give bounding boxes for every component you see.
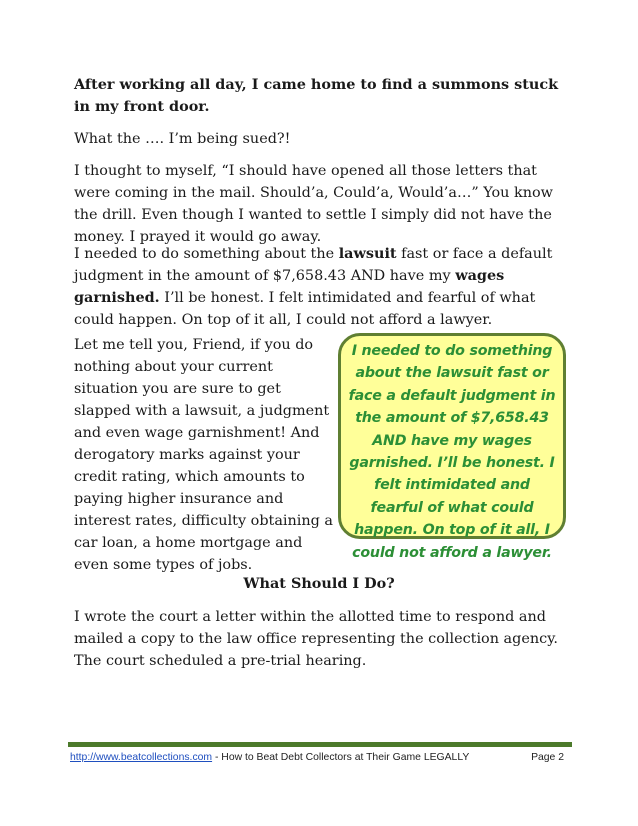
pull-quote-callout: I needed to do something about the lawsuit fast or face a default judgment in the amount of $7,658.43 AND have my wages garnished. I’ll be honest. I felt intimidated and fearful of what could happen. On top of it all, I could not afford a lawyer.	[338, 333, 566, 539]
lawsuit-text-e: I’ll be honest. I felt intimidated and fearful of what could happen. On top of it all, I could not afford a lawyer.	[74, 290, 536, 328]
question-text: What the …. I’m being sued?!	[74, 131, 291, 147]
question-paragraph	[74, 128, 564, 150]
lawsuit-text-c: fast or face a default judgment in the amount of $7,658.43 AND have my	[74, 246, 553, 284]
lawsuit-paragraph	[74, 243, 564, 331]
friend-paragraph	[74, 334, 336, 576]
footer-divider	[68, 742, 572, 747]
court-paragraph	[74, 606, 564, 672]
wages-garnished-emphasis: wages garnished.	[74, 267, 505, 306]
intro-paragraph	[74, 74, 564, 118]
court-text: I wrote the court a letter within the allotted time to respond and mailed a copy to the law office representing the collection agency. The court scheduled a pre-trial hearing.	[74, 609, 558, 669]
thought-text: I thought to myself, “I should have opened all those letters that were coming in the mail. Should’a, Could’a, Would’a…” You know the drill. Even though I wanted to settle I simply did not have the money. I prayed it would go away.	[74, 163, 553, 245]
intro-bold-text: After working all day, I came home to find a summons stuck in my front door.	[74, 76, 559, 115]
lawsuit-emphasis: lawsuit	[338, 245, 397, 262]
lawsuit-text	[74, 243, 564, 331]
lawsuit-text-a: I needed to do something about the	[74, 246, 339, 262]
page-number: Page 2	[531, 752, 564, 763]
footer-link[interactable]: http://www.beatcollections.com	[70, 752, 213, 763]
friend-text: Let me tell you, Friend, if you do nothing about your current situation you are sure to get slapped with a lawsuit, a judgment and even wage garnishment! And derogatory marks against your credit rating, which amounts to paying higher insurance and interest rates, difficulty obtaining a car loan, a home mortgage and even some types of jobs.	[74, 337, 334, 573]
footer-title: - How to Beat Debt Collectors at Their Game LEGALLY	[212, 752, 470, 763]
section-heading: What Should I Do?	[243, 575, 395, 592]
thought-paragraph	[74, 160, 564, 248]
page-footer	[70, 752, 570, 770]
